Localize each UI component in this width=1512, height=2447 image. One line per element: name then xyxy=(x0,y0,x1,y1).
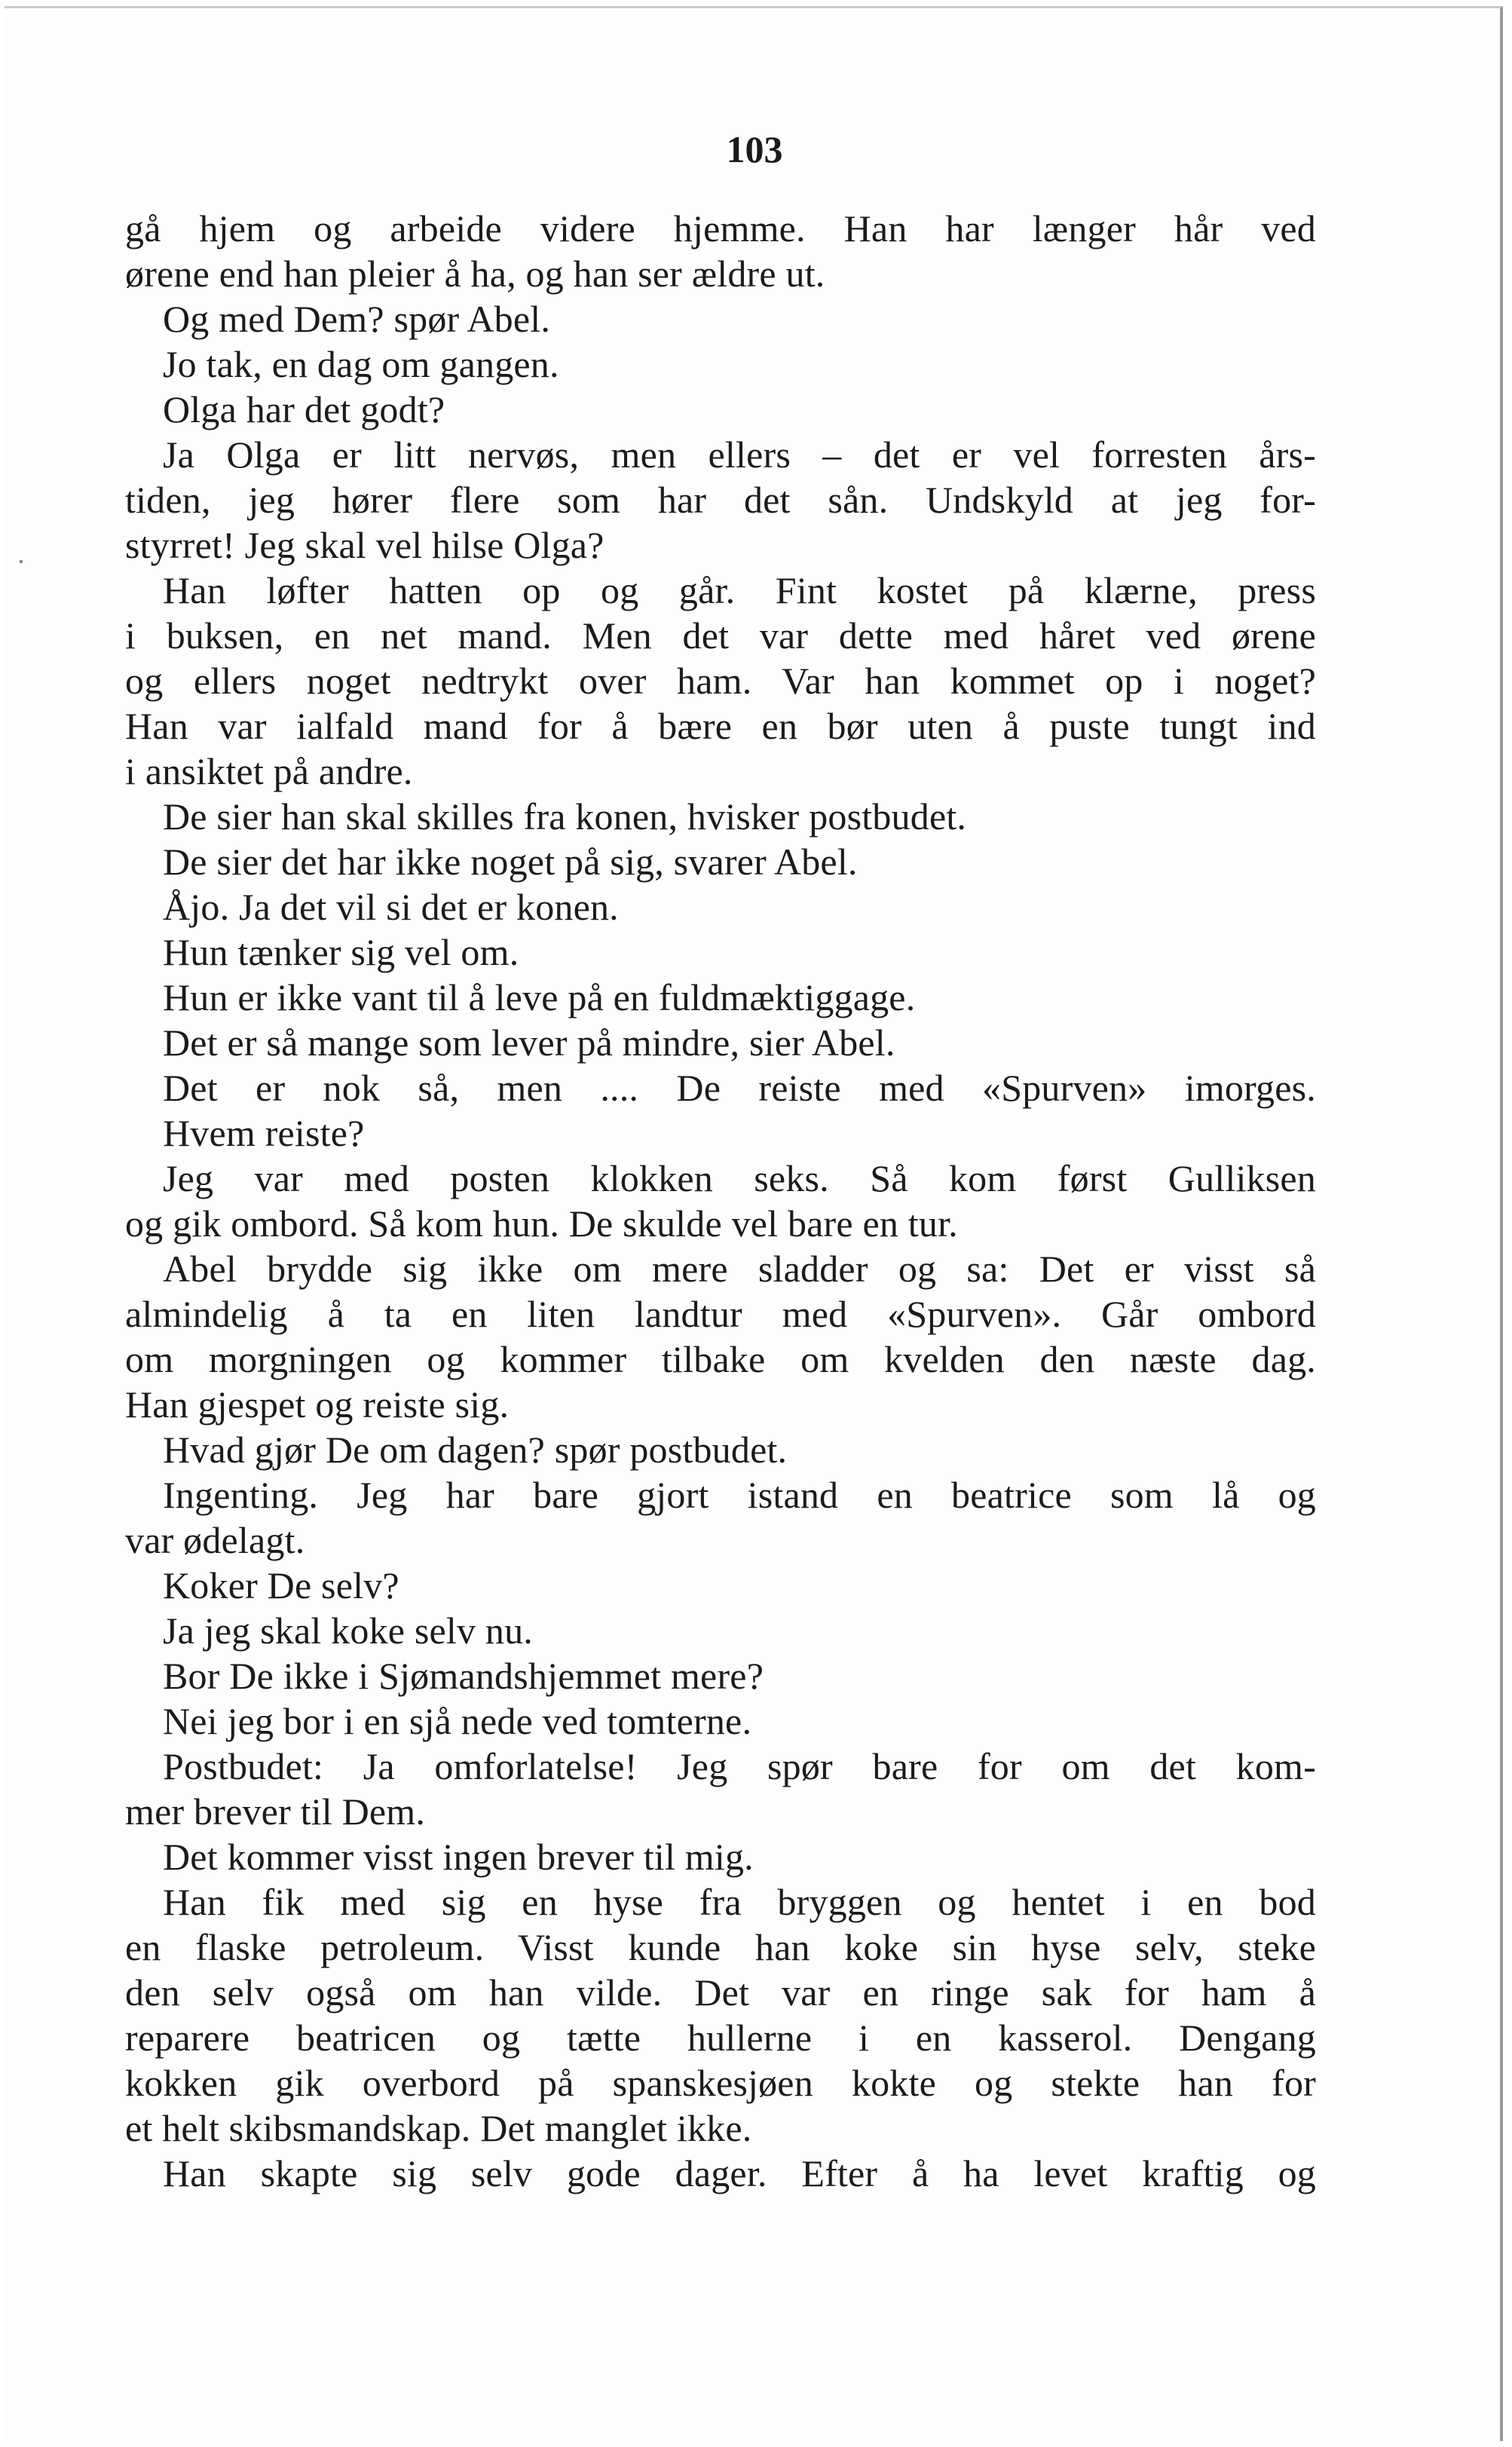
text-line: Han fik med sig en hyse fra bryggen og hentet i en bod xyxy=(163,1881,1316,1923)
text-line: var ødelagt. xyxy=(125,1519,305,1561)
text-line: en flaske petroleum. Visst kunde han koke sin hyse selv, steke xyxy=(125,1926,1316,1968)
text-line: og gik ombord. Så kom hun. De skulde vel bare en tur. xyxy=(125,1202,958,1245)
text-line: Hun er ikke vant til å leve på en fuldmæktiggage. xyxy=(163,976,916,1018)
text-line: Bor De ikke i Sjømandshjemmet mere? xyxy=(163,1655,764,1697)
text-line: Postbudet: Ja omforlatelse! Jeg spør bare for om det kom- xyxy=(163,1745,1316,1787)
text-line: mer brever til Dem. xyxy=(125,1790,426,1833)
text-line: i buksen, en net mand. Men det var dette med håret ved ørene xyxy=(125,614,1316,657)
text-line: et helt skibsmandskap. Det manglet ikke. xyxy=(125,2107,752,2149)
page-number: 103 xyxy=(726,128,783,170)
text-line: styrret! Jeg skal vel hilse Olga? xyxy=(125,524,604,566)
text-line: Koker De selv? xyxy=(163,1564,399,1606)
text-line: ørene end han pleier å ha, og han ser ældre ut. xyxy=(125,253,825,295)
text-line: Jeg var med posten klokken seks. Så kom først Gulliksen xyxy=(163,1157,1316,1199)
text-line: Det er nok så, men .... De reiste med «Spurven» imorges. xyxy=(163,1067,1316,1109)
text-line: kokken gik overbord på spanskesjøen kokte og stekte han for xyxy=(125,2062,1316,2104)
text-line: Nei jeg bor i en sjå nede ved tomterne. xyxy=(163,1700,752,1742)
text-line: Og med Dem? spør Abel. xyxy=(163,298,551,340)
text-line: De sier det har ikke noget på sig, svarer Abel. xyxy=(163,841,858,883)
book-page xyxy=(5,6,1503,2441)
text-line: Abel brydde sig ikke om mere sladder og sa: Det er visst så xyxy=(163,1248,1316,1290)
text-line: reparere beatricen og tætte hullerne i en kasserol. Dengang xyxy=(125,2017,1316,2059)
text-line: Ingenting. Jeg har bare gjort istand en beatrice som lå og xyxy=(163,1474,1316,1516)
text-line: Jo tak, en dag om gangen. xyxy=(163,343,559,385)
text-line: almindelig å ta en liten landtur med «Spurven». Går ombord xyxy=(125,1293,1316,1335)
text-line: Han gjespet og reiste sig. xyxy=(125,1383,510,1426)
text-line: Han skapte sig selv gode dager. Efter å ha levet kraftig og xyxy=(163,2152,1316,2194)
text-line: Ja Olga er litt nervøs, men ellers – det er vel forresten års- xyxy=(163,433,1316,476)
text-line: gå hjem og arbeide videre hjemme. Han har længer hår ved xyxy=(125,207,1316,250)
text-line: Hvad gjør De om dagen? spør postbudet. xyxy=(163,1429,788,1471)
text-line: og ellers noget nedtrykt over ham. Var han kommet op i noget? xyxy=(125,660,1316,702)
text-line: Det kommer visst ingen brever til mig. xyxy=(163,1836,754,1878)
text-line: Åjo. Ja det vil si det er konen. xyxy=(163,886,619,928)
margin-mark xyxy=(20,560,23,563)
text-line: Hun tænker sig vel om. xyxy=(163,931,519,973)
text-line: den selv også om han vilde. Det var en ringe sak for ham å xyxy=(125,1971,1316,2014)
text-line: Ja jeg skal koke selv nu. xyxy=(163,1609,534,1652)
text-line: Det er så mange som lever på mindre, sier Abel. xyxy=(163,1021,895,1064)
text-line: om morgningen og kommer tilbake om kvelden den næste dag. xyxy=(125,1338,1316,1380)
text-line: tiden, jeg hører flere som har det sån. Undskyld at jeg for- xyxy=(125,479,1316,521)
text-line: i ansiktet på andre. xyxy=(125,750,413,792)
text-line: Hvem reiste? xyxy=(163,1112,365,1154)
text-line: Olga har det godt? xyxy=(163,388,445,430)
text-line: Han løfter hatten op og går. Fint kostet på klærne, press xyxy=(163,569,1316,611)
text-line: De sier han skal skilles fra konen, hvisker postbudet. xyxy=(163,795,967,838)
text-line: Han var ialfald mand for å bære en bør uten å puste tungt ind xyxy=(125,705,1316,747)
